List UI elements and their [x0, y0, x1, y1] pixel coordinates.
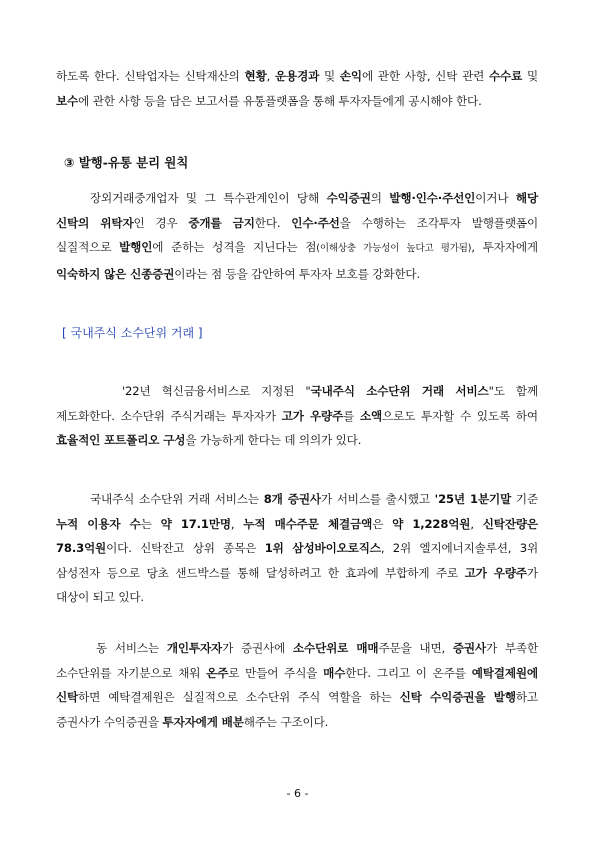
text-run: 이거나	[475, 191, 516, 205]
text-run: 를	[343, 408, 360, 423]
emphasized-text: 고가 우량주	[464, 565, 527, 580]
paragraph-fractional-trading-stats	[56, 487, 538, 610]
emphasized-text: 약 17.1만명	[160, 516, 231, 531]
emphasized-text: 수수료	[488, 69, 523, 83]
emphasized-text: 효율적인 포트폴리오 구성	[56, 433, 186, 447]
text-run: 하고 증권사가 수익증권을	[56, 690, 538, 729]
emphasized-text: 현황	[244, 69, 267, 83]
emphasized-text: 해당 신탁의 위탁자	[56, 191, 539, 230]
text-run: 장외거래중개업자 및 그 특수관계인이 당해	[90, 191, 327, 205]
emphasized-text: 증권사	[452, 641, 487, 655]
emphasized-text: 운용경과	[274, 69, 320, 83]
text-run: 기준	[511, 492, 538, 506]
text-run: 으로도 투자할 수 있도록 하여	[382, 408, 538, 423]
page-number: - 6 -	[286, 787, 309, 800]
text-run: 동 서비스는	[96, 641, 167, 655]
paragraph-fractional-trading-intro	[56, 379, 538, 453]
text-run: 인 경우	[133, 215, 189, 230]
emphasized-text: '25년 1분기말	[434, 492, 512, 506]
emphasized-text: 온주	[206, 665, 229, 680]
emphasized-text: 신탁 수익증권을 발행	[399, 690, 516, 704]
text-run: 을 가능하게 한다는 데 의의가 있다.	[185, 433, 362, 447]
emphasized-text: 누적 이용자 수	[56, 516, 141, 531]
emphasized-text: 개인투자자	[166, 641, 223, 655]
text-run: 가 부족한 소수단위를 자기분으로 채워	[56, 641, 539, 680]
paragraph-trustee-reporting	[56, 64, 538, 113]
text-run: 이다. 신탁잔고 상위 종목은	[106, 541, 265, 555]
emphasized-text: 인수·주선	[291, 215, 340, 230]
emphasized-text: 예탁결제원에 신탁	[56, 665, 538, 704]
emphasized-text: 투자자에게 배분	[162, 714, 244, 729]
emphasized-text: 약 1,228억원	[392, 516, 471, 531]
text-run: 의	[370, 191, 390, 205]
subsection-heading: ③ 발행-유통 분리 원칙	[64, 155, 189, 170]
text-run: 에 준하는 성격을 지닌다는 점	[152, 240, 317, 254]
text-run: , 2위 엘지에너지솔루션, 3위 삼성전자 등으로 당초 샌드박스를 통해 달성하려고 한 효과에 부합하게 주로	[56, 541, 538, 580]
emphasized-text: 수익증권	[326, 191, 371, 205]
emphasized-text: 매수	[323, 665, 346, 680]
text-run: ,	[470, 516, 483, 531]
text-run: '22년 혁신금융서비스로 지정된 "	[122, 384, 311, 398]
text-run: 이라는 점 등을 감안하여 투자자 보호를 강화한다.	[174, 266, 421, 281]
text-run: ,	[266, 69, 275, 83]
text-run: 는	[140, 516, 161, 531]
text-run: 가 서비스를 출시했고	[320, 492, 435, 506]
paragraph-fractional-trading-structure	[56, 636, 538, 734]
text-run: 주문을 내면,	[378, 641, 453, 655]
emphasized-text: 중개를 금지	[188, 215, 255, 230]
emphasized-text: 발행·인수·주선인	[389, 191, 476, 205]
emphasized-text: 보수	[56, 93, 79, 108]
text-run: 및	[319, 69, 340, 83]
text-run: 한다.	[254, 215, 292, 230]
text-run: 해주는 구조이다.	[243, 714, 329, 729]
emphasized-text: 8개 증권사	[263, 492, 321, 506]
text-run: 을 수행하는 조각투자 발행플랫폼이 실질적으로	[56, 215, 539, 254]
text-run: 은	[372, 516, 393, 531]
emphasized-text: 신탁잔량은 78.3억원	[56, 516, 538, 555]
emphasized-text: 발행인	[119, 240, 153, 254]
text-run: 가 증권사에	[222, 641, 293, 655]
text-run: 하면 예탁결제원은 실질적으로 소수단위 주식 역할을 하는	[78, 690, 400, 704]
emphasized-text: 누적 매수주문 체결금액	[243, 516, 373, 531]
text-run: 에 관한 사항, 신탁 관련	[361, 69, 489, 83]
paragraph-issuance-distribution-separation	[56, 186, 538, 286]
text-run: 및	[522, 69, 538, 83]
emphasized-text: 국내주식 소수단위 거래 서비스	[310, 384, 489, 398]
emphasized-text: 1위 삼성바이오로직스	[264, 541, 381, 555]
section-title: [ 국내주식 소수단위 거래 ]	[62, 326, 203, 340]
emphasized-text: 소수단위로 매매	[292, 641, 379, 655]
emphasized-text: 소액	[360, 408, 383, 423]
text-run: ,	[230, 516, 244, 531]
parenthetical-note: (이해상충 가능성이 높다고 평가됨)	[316, 243, 472, 254]
text-run: 국내주식 소수단위 거래 서비스는	[90, 492, 264, 506]
text-run: 한다. 그리고 이 온주를	[345, 665, 472, 680]
text-run: 로 만들어 주식을	[228, 665, 324, 680]
text-run: "도 함께 제도화한다. 소수단위 주식거래는 투자자가	[56, 384, 538, 423]
emphasized-text: 손익	[339, 69, 362, 83]
emphasized-text: 고가 우량주	[281, 408, 344, 423]
text-run: 가 대상이 되고 있다.	[56, 565, 538, 604]
text-run: 에 관한 사항 등을 담은 보고서를 유통플랫폼을 통해 투자자들에게 공시해야 한다.	[78, 93, 482, 108]
text-run: , 투자자에게	[471, 240, 538, 254]
text-run: 하도록 한다. 신탁업자는 신탁재산의	[56, 69, 245, 83]
emphasized-text: 익숙하지 않은 신종증권	[56, 266, 175, 281]
